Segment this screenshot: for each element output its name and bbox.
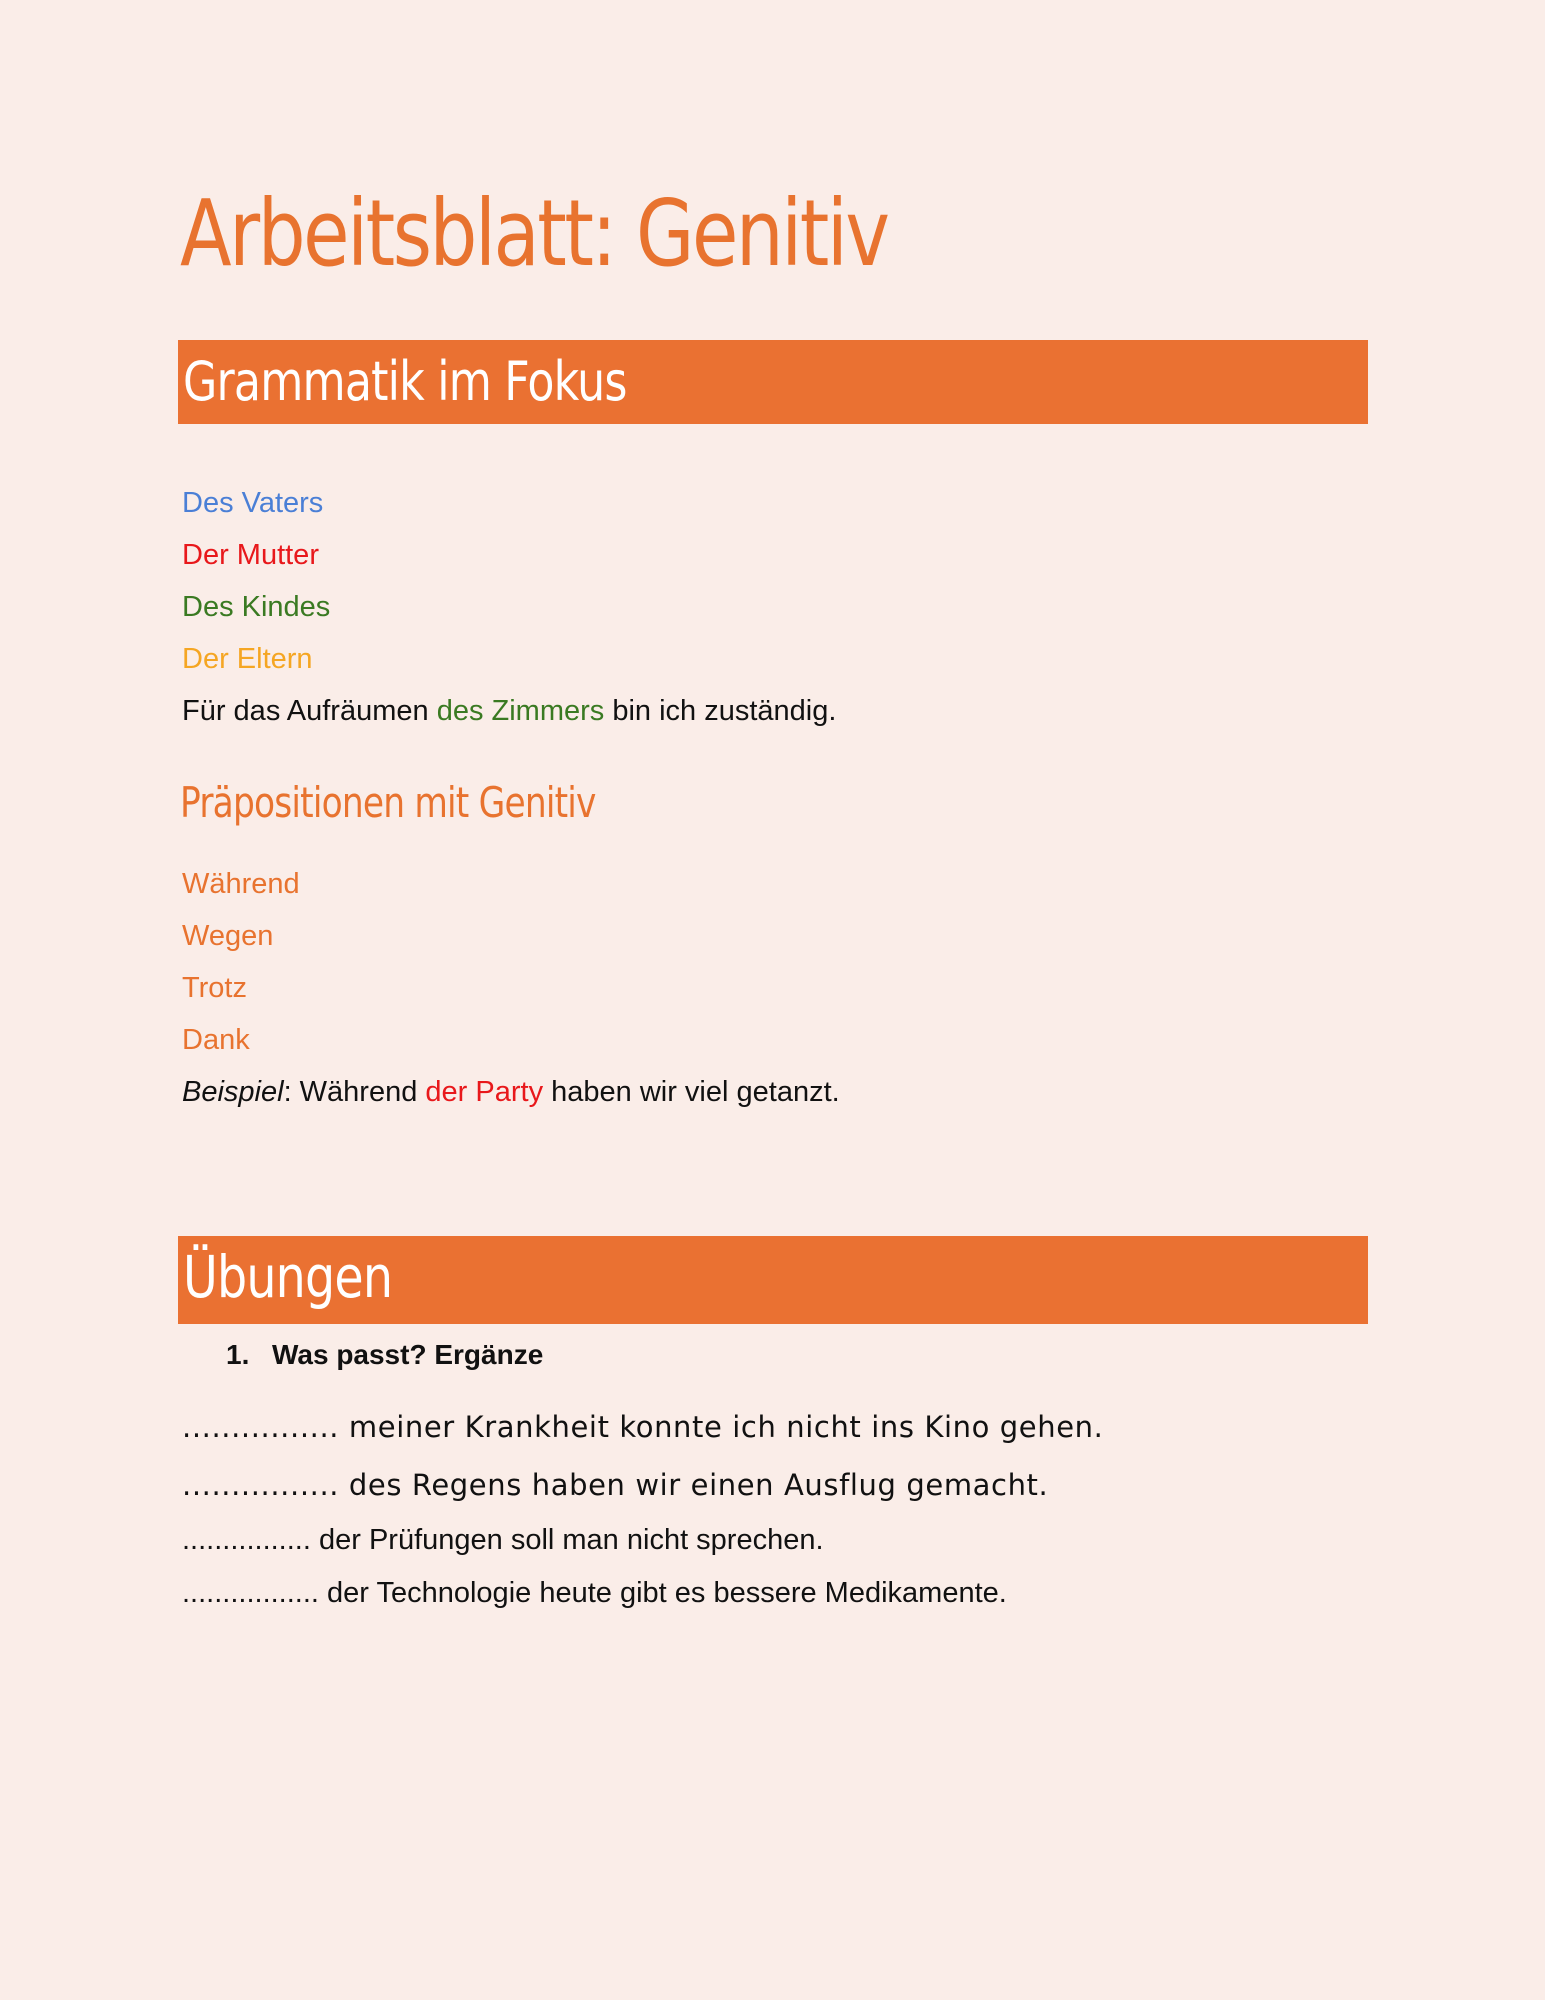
- exercise-line-4: ................. der Technologie heute gibt es bessere Medikamente.: [182, 1577, 1007, 1609]
- section-header-exercises: [178, 1236, 1368, 1324]
- section-heading-grammar: Grammatik im Fokus: [183, 350, 627, 413]
- page-title: Arbeitsblatt: Genitiv: [180, 180, 888, 287]
- example-colon: : Während: [283, 1076, 426, 1108]
- example-sentence-highlight: des Zimmers: [436, 695, 605, 727]
- exercise-line-3: ................ der Prüfungen soll man nicht sprechen.: [182, 1524, 824, 1556]
- article-kindes: Des Kindes: [182, 591, 331, 623]
- task-label: Was passt? Ergänze: [272, 1339, 544, 1370]
- example-highlight: der Party: [425, 1076, 544, 1108]
- exercise-line-2: ................ des Regens haben wir einen Ausflug gemacht.: [182, 1468, 1049, 1502]
- example-label: Beispiel: [182, 1076, 284, 1108]
- example-sentence-zimmer: [182, 694, 836, 729]
- preposition-trotz: Trotz: [182, 972, 247, 1004]
- preposition-waehrend: Während: [182, 868, 300, 900]
- task-number: 1.: [226, 1339, 250, 1370]
- article-eltern: Der Eltern: [182, 643, 313, 675]
- article-vaters: Des Vaters: [182, 487, 324, 519]
- article-mutter: Der Mutter: [182, 539, 319, 571]
- prepositions-heading: Präpositionen mit Genitiv: [180, 778, 596, 827]
- example-sentence-after: bin ich zuständig.: [604, 695, 837, 727]
- section-header-grammar: [178, 340, 1368, 424]
- example-after: haben wir viel getanzt.: [543, 1076, 840, 1108]
- preposition-wegen: Wegen: [182, 920, 274, 952]
- exercise-line-1: ................ meiner Krankheit konnte ich nicht ins Kino gehen.: [182, 1410, 1104, 1444]
- example-sentence-before: Für das Aufräumen: [182, 695, 437, 727]
- task-heading: [226, 1338, 543, 1372]
- section-heading-exercises: Übungen: [183, 1243, 393, 1311]
- example-sentence-party: [182, 1075, 840, 1110]
- preposition-dank: Dank: [182, 1024, 250, 1056]
